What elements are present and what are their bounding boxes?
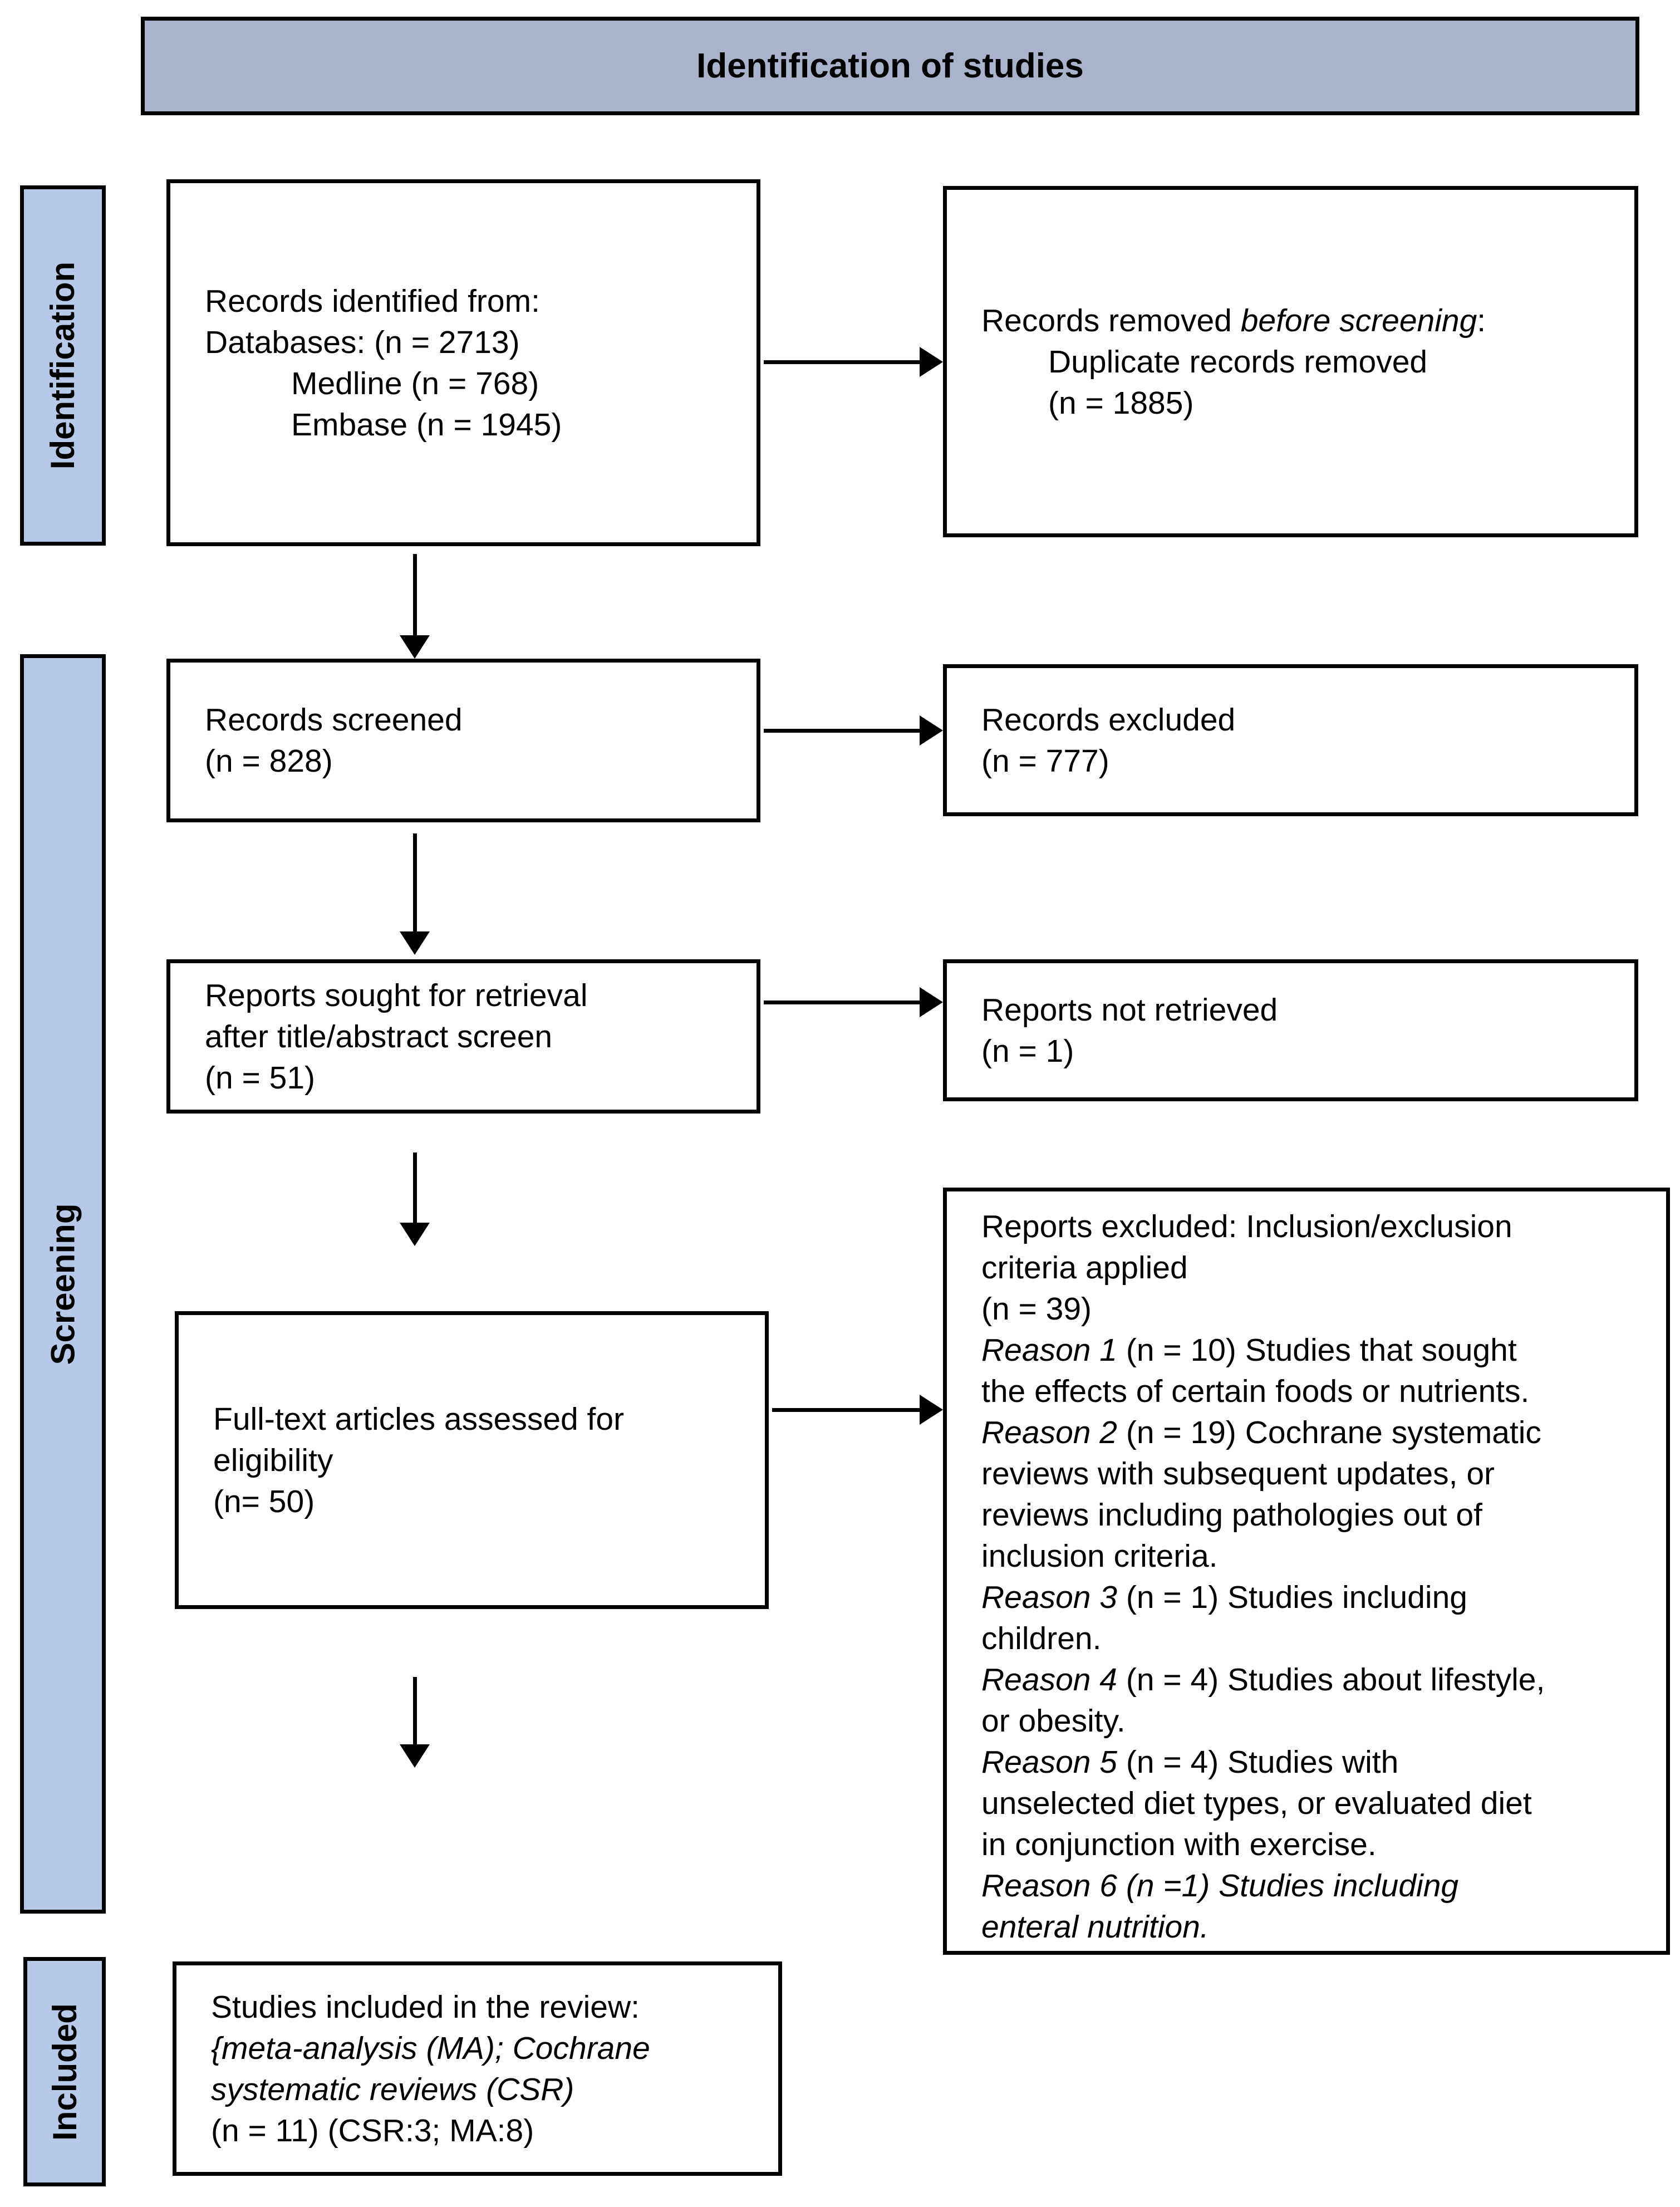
arrow-down-icon <box>400 1152 430 1246</box>
text-line: Reports sought for retrieval <box>205 977 588 1013</box>
records-identified-box <box>166 179 760 546</box>
arrow-right-icon <box>772 1395 943 1425</box>
sidebar-screening <box>20 654 106 1914</box>
identification-label: Identification <box>44 261 82 470</box>
screening-label: Screening <box>44 1203 82 1365</box>
sidebar-included <box>23 1957 106 2186</box>
fulltext-assessed-box <box>175 1311 769 1609</box>
text-line: {meta-analysis (MA); Cochrane <box>211 2030 650 2066</box>
text-line: (n = 1) <box>981 1033 1074 1069</box>
reports-excluded-reasons-box <box>943 1188 1670 1955</box>
text-line: Databases: (n = 2713) <box>205 324 520 360</box>
text-line: (n = 777) <box>981 743 1109 779</box>
text-line: (n = 1885) <box>1048 385 1194 421</box>
sidebar-identification <box>20 185 106 546</box>
text-line: Reason 2 (n = 19) Cochrane systematic <box>981 1415 1541 1450</box>
arrow-down-icon <box>400 1677 430 1768</box>
studies-included-box <box>173 1961 782 2176</box>
included-label: Included <box>46 2003 83 2141</box>
arrow-down-icon <box>400 833 430 955</box>
reports-not-retrieved-box <box>943 959 1638 1101</box>
records-screened-box <box>166 659 760 822</box>
text-line: systematic reviews (CSR) <box>211 2071 574 2107</box>
text-line: or obesity. <box>981 1703 1126 1739</box>
reports-sought-box <box>166 959 760 1114</box>
text-line: Records screened <box>205 702 463 738</box>
text-line: (n = 11) (CSR:3; MA:8) <box>211 2112 534 2149</box>
text-line: Studies included in the review: <box>211 1989 640 2025</box>
text-line: after title/abstract screen <box>205 1018 553 1055</box>
text-line: Records identified from: <box>205 283 540 319</box>
text-line: eligibility <box>213 1442 333 1478</box>
text-line: the effects of certain foods or nutrients. <box>981 1374 1530 1409</box>
text-line: Records excluded <box>981 702 1236 738</box>
page-title: Identification of studies <box>696 47 1084 85</box>
arrow-right-icon <box>764 987 943 1017</box>
text-line: (n = 39) <box>981 1291 1092 1327</box>
arrow-right-icon <box>764 715 943 746</box>
records-excluded-box <box>943 664 1638 816</box>
text-line: criteria applied <box>981 1250 1188 1286</box>
text-line: (n = 828) <box>205 743 333 779</box>
text-line: reviews including pathologies out of <box>981 1497 1482 1533</box>
text-line: Records removed before screening: <box>981 302 1486 339</box>
text-line: (n= 50) <box>213 1483 315 1519</box>
text-line: enteral nutrition. <box>981 1909 1209 1945</box>
text-line: Reason 3 (n = 1) Studies including <box>981 1580 1467 1615</box>
text-line: in conjunction with exercise. <box>981 1827 1377 1862</box>
text-line: inclusion criteria. <box>981 1538 1218 1574</box>
text-line: children. <box>981 1621 1102 1656</box>
text-line: Reason 4 (n = 4) Studies about lifestyle, <box>981 1662 1545 1698</box>
text-line: unselected diet types, or evaluated diet <box>981 1786 1532 1821</box>
header-band <box>141 17 1639 115</box>
records-removed-box <box>943 186 1638 537</box>
arrow-right-icon <box>764 347 943 377</box>
text-line: Embase (n = 1945) <box>291 406 562 443</box>
text-line: Reason 6 (n =1) Studies including <box>981 1868 1459 1904</box>
text-line: Duplicate records removed <box>1048 344 1428 380</box>
text-line: Medline (n = 768) <box>291 365 539 401</box>
text-line: Reason 5 (n = 4) Studies with <box>981 1744 1399 1780</box>
text-line: reviews with subsequent updates, or <box>981 1456 1495 1492</box>
text-line: (n = 51) <box>205 1060 316 1096</box>
text-line: Reports not retrieved <box>981 992 1278 1028</box>
text-line: Reason 1 (n = 10) Studies that sought <box>981 1332 1517 1368</box>
text-line: Full-text articles assessed for <box>213 1401 625 1437</box>
arrow-down-icon <box>400 554 430 659</box>
text-line: Reports excluded: Inclusion/exclusion <box>981 1209 1512 1244</box>
